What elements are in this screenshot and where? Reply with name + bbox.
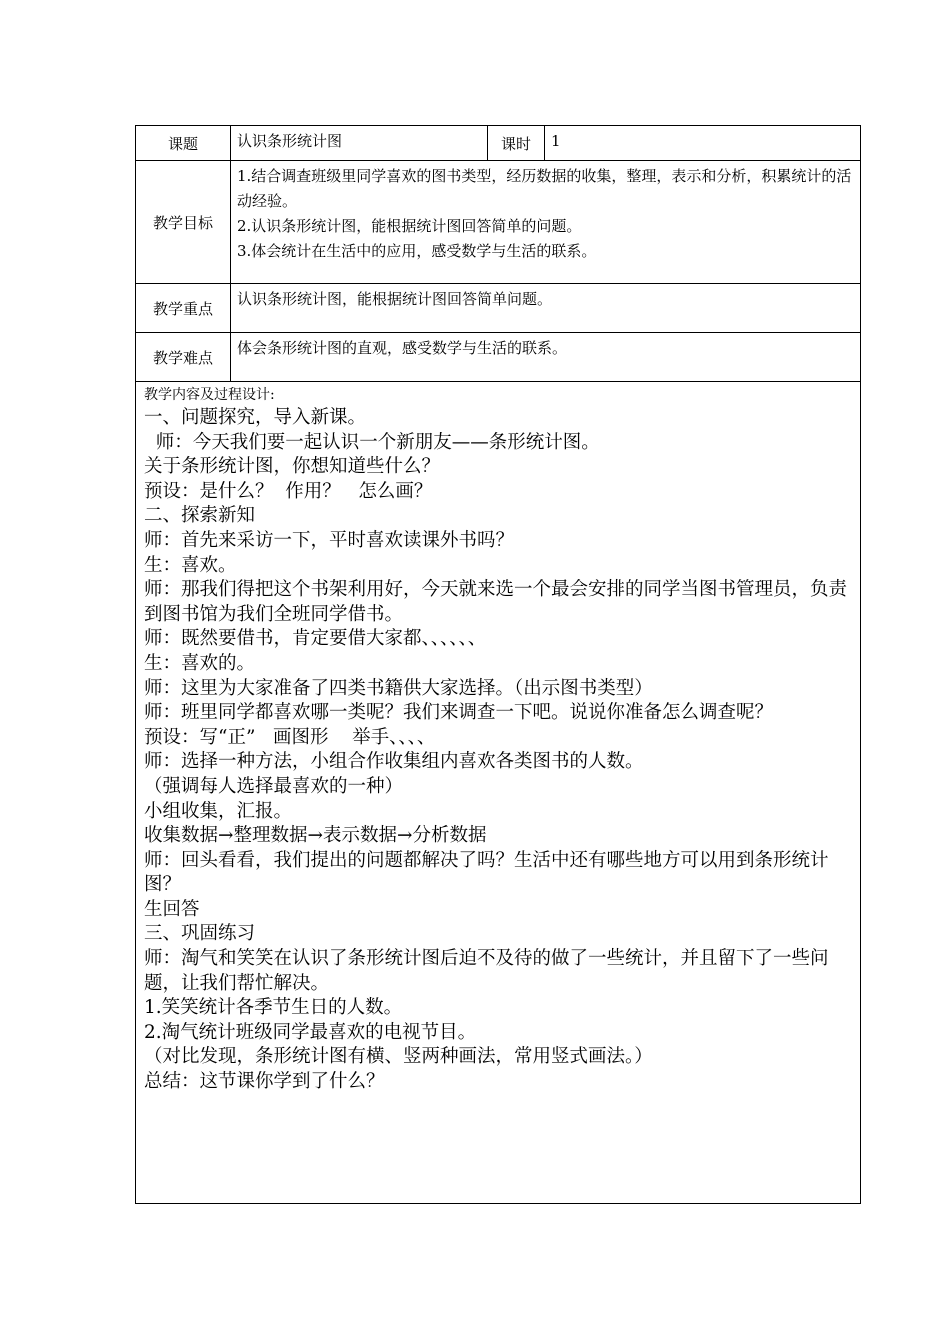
difficulty-value: 体会条形统计图的直观，感受数学与生活的联系。 — [231, 333, 861, 382]
process-line: 预设：写“正” 画图形 举手、、、、 — [144, 726, 436, 748]
process-line: 师：既然要借书，肯定要借大家都、、、、、、 — [144, 628, 487, 650]
process-line: 师：首先来采访一下，平时喜欢读课外书吗？ — [144, 529, 515, 551]
topic-value: 认识条形统计图 — [231, 126, 488, 161]
key-point-value: 认识条形统计图，能根据统计图回答简单问题。 — [231, 284, 861, 333]
goal-item: 2.认识条形统计图，能根据统计图回答简单的问题。 — [237, 217, 582, 235]
topic-label: 课题 — [136, 126, 231, 161]
process-line: 一、问题探究，导入新课。 — [144, 407, 367, 428]
process-line: 生：喜欢。 — [144, 554, 237, 576]
process-paragraph: 师：班里同学都喜欢哪一类呢？我们来调查一下吧。说说你准备怎么调查呢？ — [144, 702, 774, 724]
process-line: 小组收集，汇报。 — [144, 800, 293, 822]
difficulty-label: 教学难点 — [136, 333, 231, 382]
header-row — [136, 126, 861, 161]
process-line: 师：这里为大家准备了四类书籍供大家选择。（出示图书类型） — [144, 677, 653, 699]
goals-content — [231, 161, 861, 284]
process-line: 总结：这节课你学到了什么？ — [144, 1071, 385, 1093]
goal-item: 3.体会统计在生活中的应用，感受数学与生活的联系。 — [237, 242, 597, 260]
lesson-plan-table — [135, 125, 861, 1204]
key-point-row — [136, 284, 861, 333]
process-content — [136, 382, 861, 1204]
goals-label: 教学目标 — [136, 161, 231, 284]
goal-item: 1.结合调查班级里同学喜欢的图书类型，经历数据的收集，整理，表示和分析，积累统计的活动经验。 — [237, 167, 852, 210]
process-line: （对比发现，条形统计图有横、竖两种画法，常用竖式画法。） — [144, 1046, 653, 1068]
key-point-label: 教学重点 — [136, 284, 231, 333]
process-line: （强调每人选择最喜欢的一种） — [144, 775, 404, 797]
process-line: 师：选择一种方法，小组合作收集组内喜欢各类图书的人数。 — [144, 751, 644, 773]
process-paragraph: 师：回头看看，我们提出的问题都解决了吗？生活中还有哪些地方可以用到条形统计图？ — [144, 849, 829, 896]
process-line: 收集数据→整理数据→表示数据→分析数据 — [144, 825, 487, 847]
process-line: 生回答 — [144, 898, 200, 920]
process-line: 生：喜欢的。 — [144, 652, 256, 674]
process-line: 三、巩固练习 — [144, 923, 256, 945]
period-value: 1 — [545, 126, 861, 161]
process-row — [136, 382, 861, 1204]
process-line: 1.笑笑统计各季节生日的人数。 — [144, 997, 403, 1019]
process-line: 师：今天我们要一起认识一个新朋友——条形统计图。 — [144, 431, 600, 453]
difficulty-row — [136, 333, 861, 382]
process-line: 预设：是什么？ 作用？ 怎么画？ — [144, 480, 433, 502]
process-line: 关于条形统计图，你想知道些什么？ — [144, 456, 441, 478]
process-line: 2.淘气统计班级同学最喜欢的电视节目。 — [144, 1021, 477, 1043]
process-title: 教学内容及过程设计: — [144, 387, 275, 403]
goals-row — [136, 161, 861, 284]
period-label: 课时 — [488, 126, 545, 161]
process-line: 二、探索新知 — [144, 505, 256, 527]
process-paragraph: 师：那我们得把这个书架利用好，今天就来选一个最会安排的同学当图书管理员，负责到图书馆为我们全班同学借书。 — [144, 579, 848, 625]
process-paragraph: 师：淘气和笑笑在认识了条形统计图后迫不及待的做了一些统计，并且留下了一些问题，让我们帮忙解决。 — [144, 948, 829, 994]
